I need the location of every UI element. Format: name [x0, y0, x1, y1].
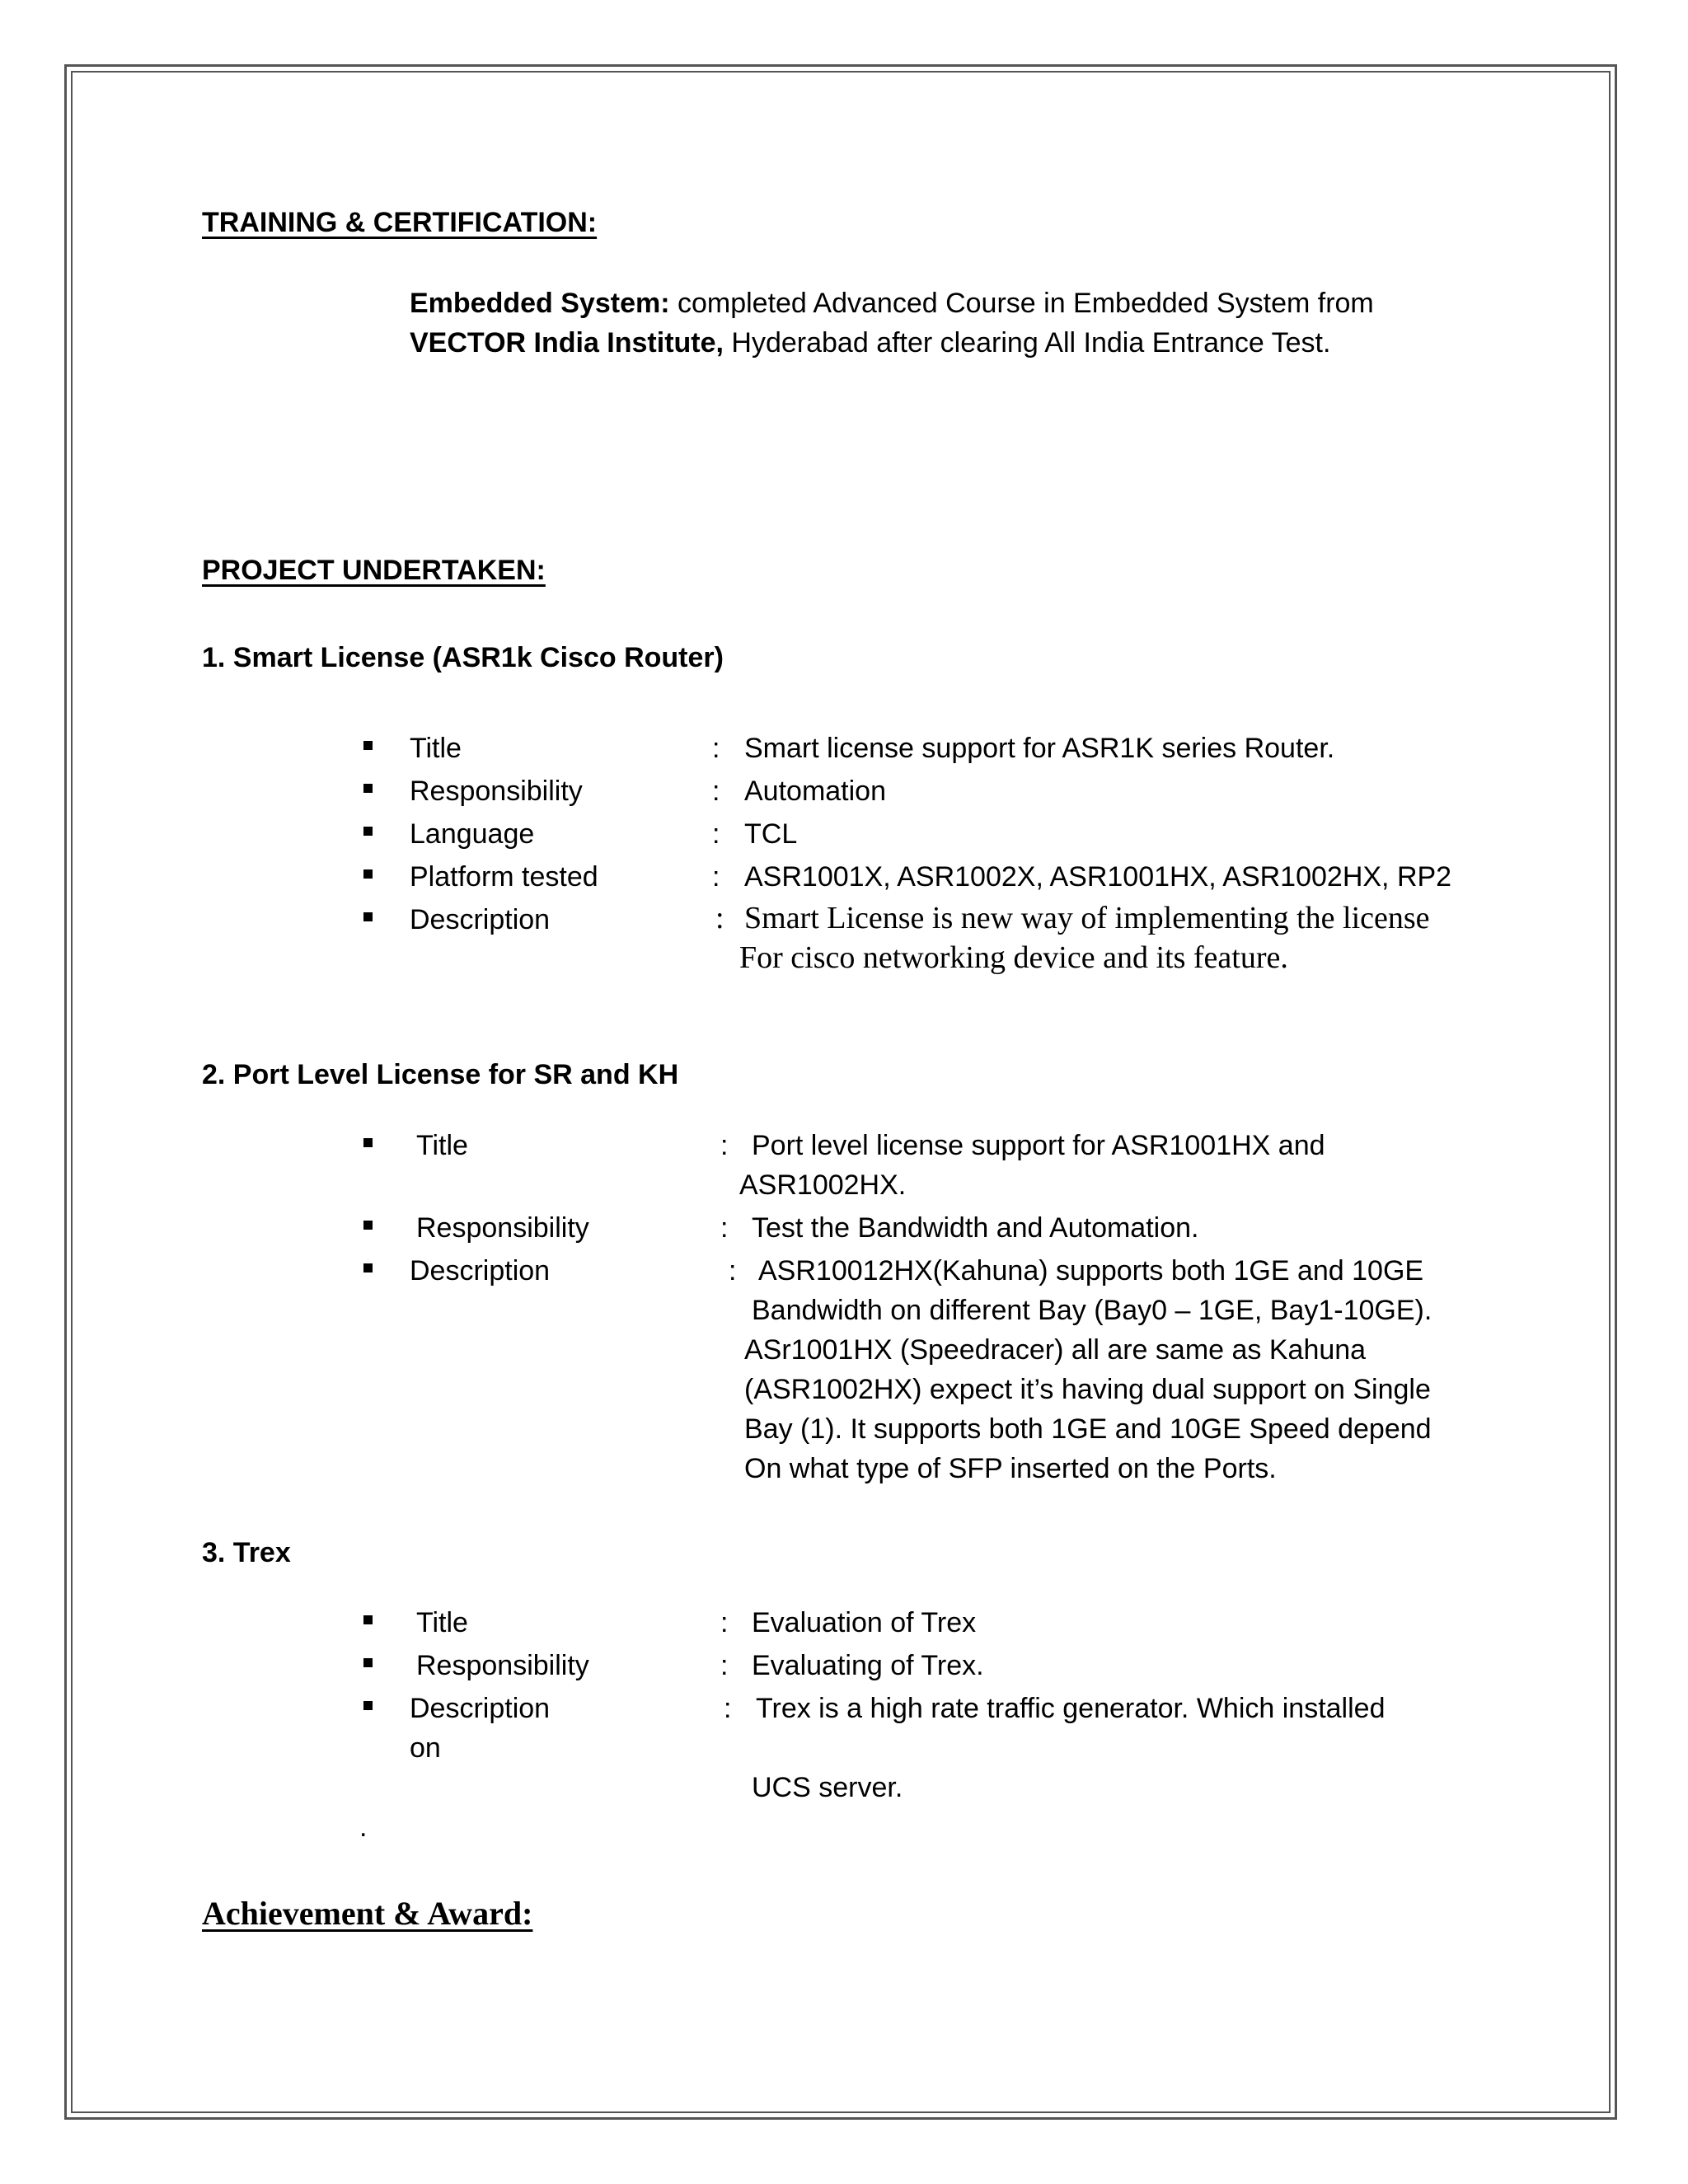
training-line-2: [410, 323, 1330, 363]
bullet-icon: [363, 1701, 373, 1710]
project-2-title: 2. Port Level License for SR and KH: [202, 1059, 679, 1090]
p1-platform-value: ASR1001X, ASR1002X, ASR1001HX, ASR1002HX, RP2: [744, 861, 1452, 893]
p2-responsibility-value: Test the Bandwidth and Automation.: [752, 1212, 1199, 1244]
training-heading: TRAINING & CERTIFICATION:: [202, 207, 598, 238]
bullet-icon: [363, 1221, 373, 1230]
p1-language-label: Language: [410, 818, 535, 850]
colon: :: [720, 1130, 729, 1161]
p2-description-value: ASR10012HX(Kahuna) supports both 1GE and 10GE: [758, 1255, 1424, 1286]
p3-description-value: Trex is a high rate traffic generator. Which installed: [756, 1693, 1386, 1724]
training-text-2: Hyderabad after clearing All India Entrance Test.: [723, 327, 1331, 359]
colon: :: [720, 1650, 729, 1681]
p1-platform-label: Platform tested: [410, 861, 598, 893]
p2-description-line-4: Bay (1). It supports both 1GE and 10GE Speed depend: [744, 1413, 1432, 1445]
p1-language-value: TCL: [744, 818, 798, 850]
p1-responsibility-value: Automation: [744, 776, 886, 807]
p1-description-value-2: For cisco networking device and its feature.: [739, 940, 1288, 975]
p2-responsibility-label: Responsibility: [416, 1212, 589, 1244]
p3-title-label: Title: [416, 1607, 468, 1638]
projects-heading: PROJECT UNDERTAKEN:: [202, 555, 546, 586]
trailing-dot: .: [359, 1811, 368, 1843]
bullet-icon: [363, 1263, 373, 1272]
training-label: Embedded System:: [410, 288, 670, 319]
colon: :: [720, 1607, 729, 1638]
bullet-icon: [363, 1615, 373, 1624]
p2-title-value: Port level license support for ASR1001HX and: [752, 1130, 1325, 1161]
p2-title-label: Title: [416, 1130, 468, 1161]
colon: :: [712, 776, 720, 807]
colon: :: [720, 1212, 729, 1244]
p1-description-label: Description: [410, 904, 551, 935]
p2-description-label: Description: [410, 1255, 551, 1286]
bullet-icon: [363, 869, 373, 879]
project-1-title: 1. Smart License (ASR1k Cisco Router): [202, 642, 724, 673]
p3-title-value: Evaluation of Trex: [752, 1607, 977, 1638]
p1-responsibility-label: Responsibility: [410, 776, 583, 807]
p2-description-line-5: On what type of SFP inserted on the Ports.: [744, 1453, 1277, 1484]
colon: :: [712, 818, 720, 850]
p3-responsibility-value: Evaluating of Trex.: [752, 1650, 984, 1681]
project-3-title: 3. Trex: [202, 1537, 291, 1568]
training-line-1: [410, 284, 1374, 323]
p2-description-line-2: ASr1001HX (Speedracer) all are same as Kahuna: [744, 1334, 1367, 1366]
bullet-icon: [363, 1138, 373, 1147]
p3-description-value-2: UCS server.: [752, 1772, 903, 1803]
p1-title-label: Title: [410, 733, 462, 764]
colon: :: [712, 733, 720, 764]
training-text-1: completed Advanced Course in Embedded System from: [669, 288, 1374, 319]
p3-description-label-2: on: [410, 1732, 441, 1764]
colon: :: [712, 861, 720, 893]
p3-description-label: Description: [410, 1693, 551, 1724]
bullet-icon: [363, 1658, 373, 1667]
bullet-icon: [363, 912, 373, 921]
colon: :: [724, 1693, 732, 1724]
p2-description-line-3: (ASR1002HX) expect it’s having dual support on Single: [744, 1374, 1431, 1405]
bullet-icon: [363, 827, 373, 836]
p1-description-value: Smart License is new way of implementing the license: [744, 901, 1430, 935]
achievement-heading: Achievement & Award:: [202, 1895, 533, 1932]
colon: :: [729, 1255, 737, 1286]
p1-title-value: Smart license support for ASR1K series Router.: [744, 733, 1335, 764]
p2-description-line-1: Bandwidth on different Bay (Bay0 – 1GE, Bay1-10GE).: [752, 1295, 1432, 1326]
p2-title-value-2: ASR1002HX.: [739, 1169, 907, 1201]
institute-name: VECTOR India Institute,: [410, 327, 724, 359]
p3-responsibility-label: Responsibility: [416, 1650, 589, 1681]
colon: :: [715, 901, 724, 935]
bullet-icon: [363, 741, 373, 750]
bullet-icon: [363, 784, 373, 793]
